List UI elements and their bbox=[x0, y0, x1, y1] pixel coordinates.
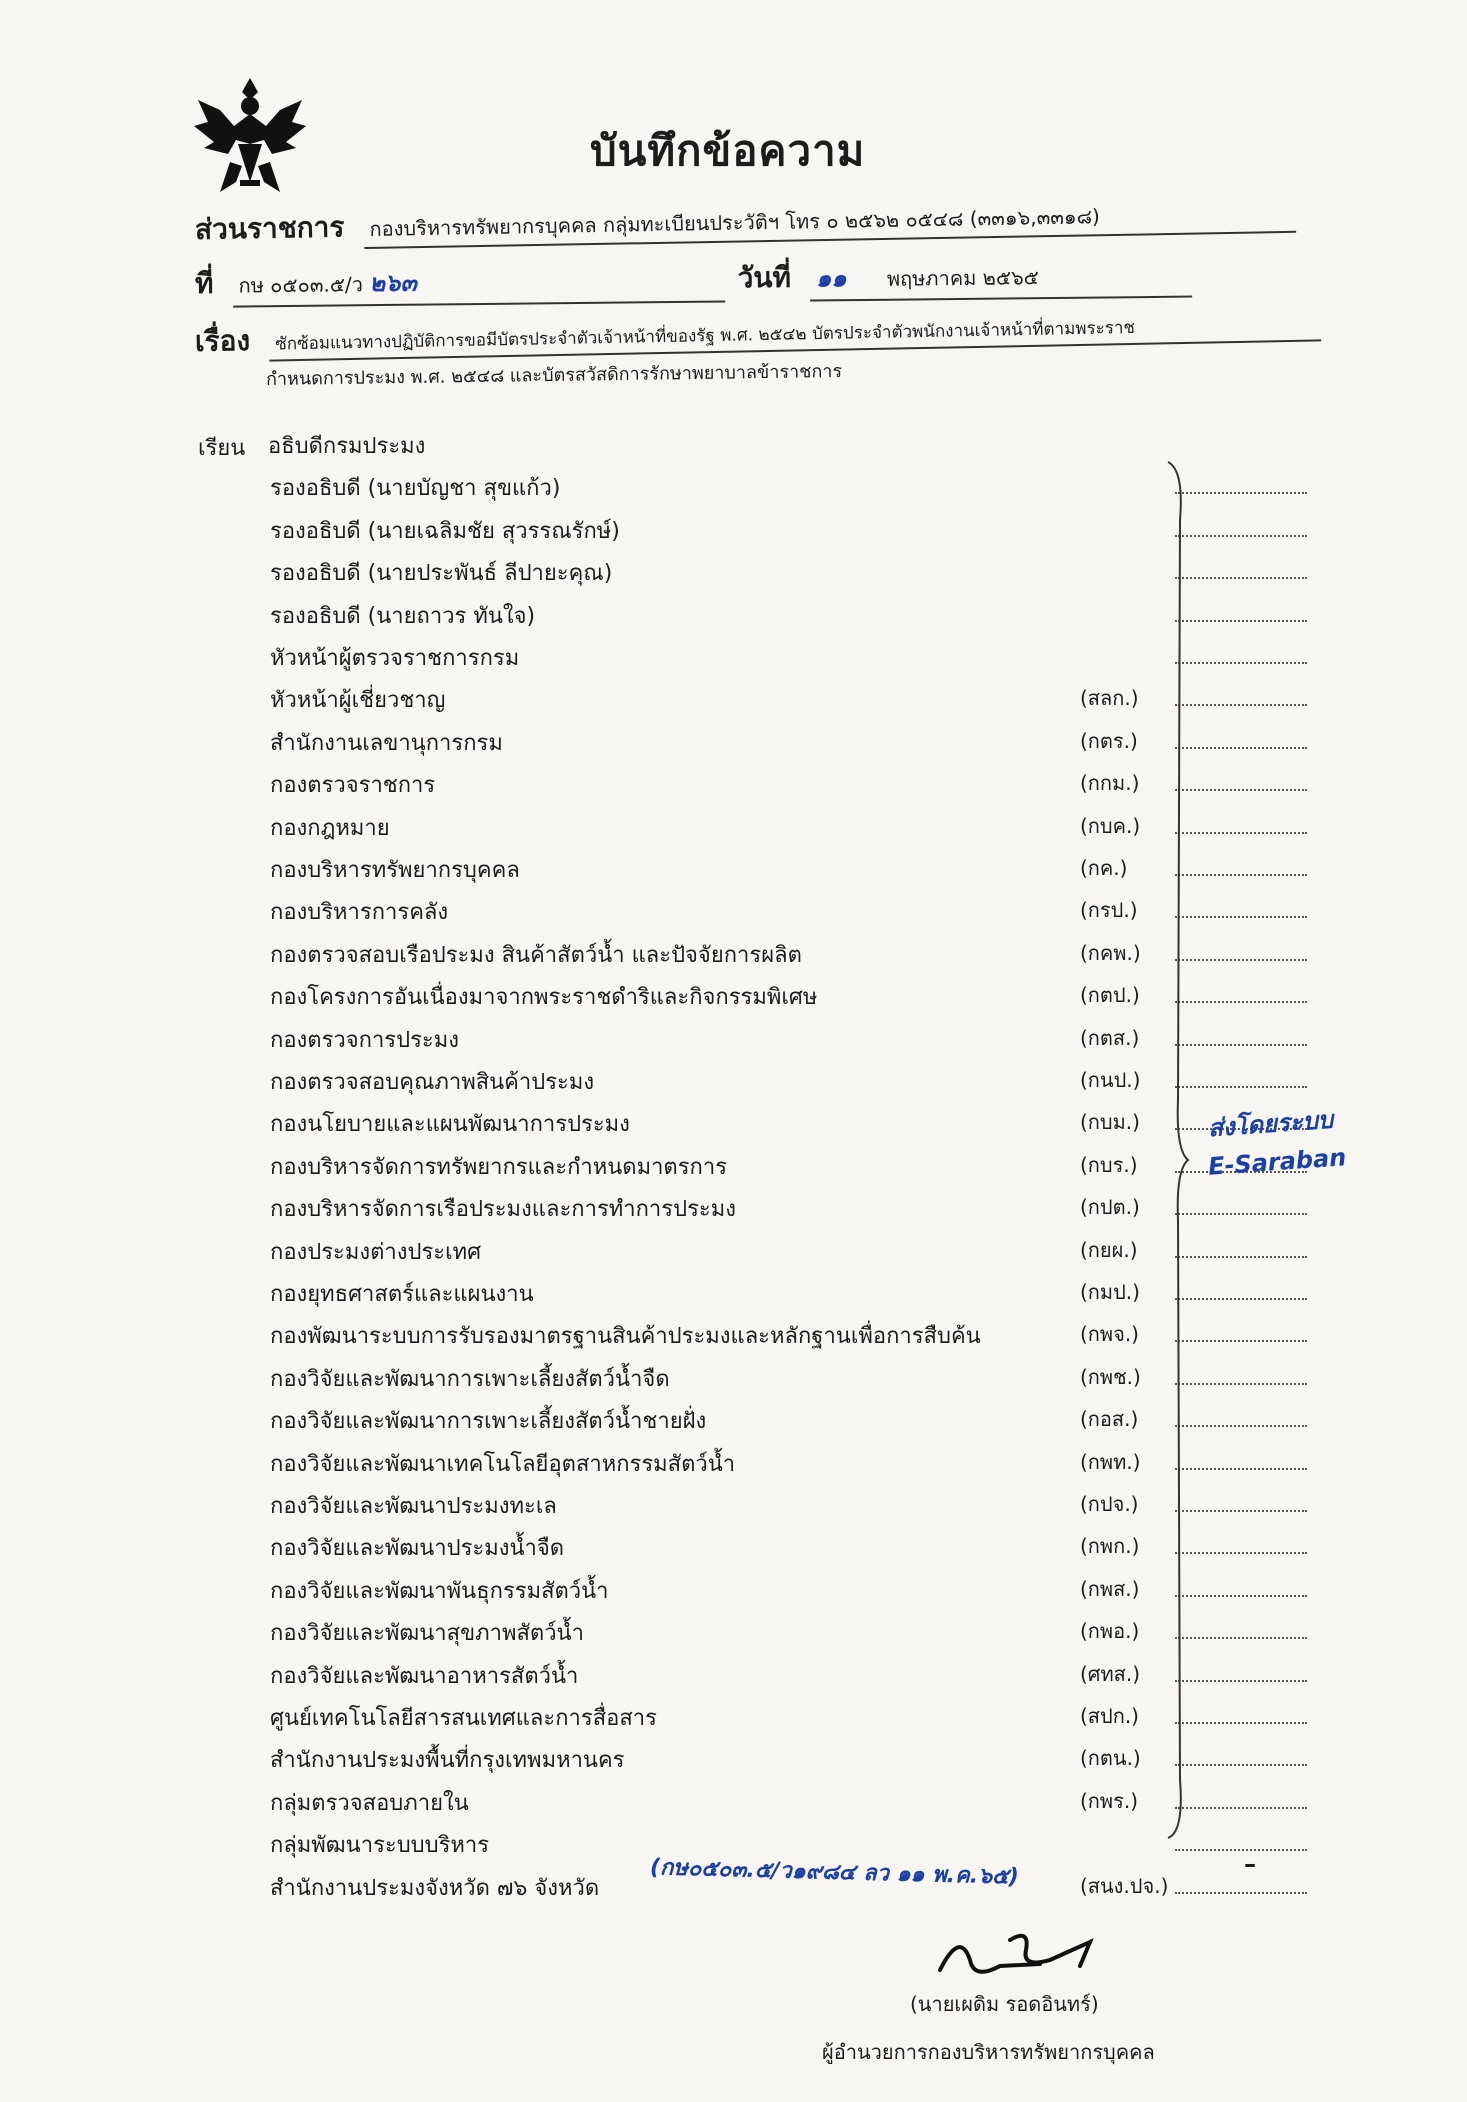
recipient-name: อธิบดีกรมประมง bbox=[268, 434, 426, 459]
recipient-row bbox=[270, 1658, 1320, 1692]
recipient-dotted-line bbox=[1175, 620, 1307, 622]
recipient-dotted-line bbox=[1175, 832, 1307, 834]
recipient-abbreviation: (สนง.ปจ.) bbox=[1080, 1873, 1169, 1898]
recipient-name: กองตรวจสอบเรือประมง สินค้าสัตว์น้ำ และปัจจัยการผลิต bbox=[270, 942, 802, 968]
recipient-dotted-line bbox=[1175, 1213, 1307, 1215]
recipient-abbreviation: (กตน.) bbox=[1080, 1746, 1141, 1771]
department-row bbox=[195, 189, 1296, 252]
to-label: เรียน bbox=[198, 436, 246, 461]
recipient-abbreviation: (กยผ.) bbox=[1080, 1237, 1138, 1262]
recipient-abbreviation: (กกม.) bbox=[1080, 771, 1140, 796]
recipient-dotted-line bbox=[1175, 1722, 1307, 1724]
recipient-abbreviation: (กพก.) bbox=[1080, 1534, 1140, 1559]
recipient-name: กองประมงต่างประเทศ bbox=[270, 1239, 482, 1265]
recipient-dotted-line bbox=[1175, 1892, 1307, 1894]
recipient-row bbox=[270, 1106, 1320, 1140]
recipient-dotted-line bbox=[1175, 747, 1307, 749]
recipient-name: กองตรวจการประมง bbox=[270, 1027, 459, 1053]
handwritten-reference: (กษ๐๕๐๓.๕/ว๑๙๘๔ ลว ๑๑ พ.ค.๖๕) bbox=[649, 1855, 1020, 1890]
recipient-dotted-line bbox=[1175, 1044, 1307, 1046]
recipient-name: กองพัฒนาระบบการรับรองมาตรฐานสินค้าประมงและหลักฐานเพื่อการสืบค้น bbox=[270, 1324, 981, 1350]
recipient-row bbox=[270, 725, 1320, 759]
recipient-abbreviation: (กนป.) bbox=[1080, 1068, 1141, 1092]
recipient-row bbox=[270, 1276, 1320, 1310]
recipient-row bbox=[270, 894, 1320, 928]
garuda-emblem-icon bbox=[190, 70, 310, 200]
department-label: ส่วนราชการ bbox=[194, 210, 345, 246]
recipient-name: กองตรวจราชการ bbox=[270, 773, 436, 799]
recipient-name: กองวิจัยและพัฒนาประมงน้ำจืด bbox=[270, 1536, 565, 1562]
subject-row bbox=[195, 298, 1322, 364]
recipient-dotted-line bbox=[1175, 1807, 1307, 1809]
recipient-abbreviation: (กคพ.) bbox=[1080, 940, 1141, 965]
ref-date-row bbox=[195, 252, 1193, 308]
recipient-row bbox=[270, 640, 1320, 674]
date-value: พฤษภาคม ๒๕๖๕ bbox=[886, 265, 1039, 291]
recipient-row bbox=[270, 1742, 1320, 1776]
recipient-name: กองบริหารจัดการเรือประมงและการทำการประมง bbox=[270, 1197, 736, 1223]
recipient-dotted-line bbox=[1175, 1637, 1307, 1639]
recipient-abbreviation: (กบม.) bbox=[1080, 1110, 1140, 1135]
recipient-row bbox=[270, 1700, 1320, 1734]
recipient-abbreviation: (กบค.) bbox=[1080, 813, 1141, 838]
document-title: บันทึกข้อความ bbox=[590, 126, 866, 175]
signatory-position: ผู้อำนวยการกองบริหารทรัพยากรบุคคล bbox=[822, 2040, 1155, 2064]
recipient-name: กองวิจัยและพัฒนาการเพาะเลี้ยงสัตว์น้ำจืด bbox=[270, 1366, 670, 1392]
recipient-row bbox=[268, 428, 1318, 462]
recipient-dotted-line bbox=[1175, 916, 1307, 918]
recipient-dotted-line bbox=[1175, 704, 1307, 706]
recipient-name: กลุ่มตรวจสอบภายใน bbox=[270, 1790, 469, 1816]
ref-label: ที่ bbox=[194, 266, 214, 300]
recipient-name: รองอธิบดี (นายถาวร ทันใจ) bbox=[270, 603, 536, 629]
recipient-name: กองนโยบายและแผนพัฒนาการประมง bbox=[270, 1112, 630, 1138]
recipient-row bbox=[270, 1149, 1320, 1183]
recipient-dotted-line bbox=[1175, 874, 1307, 876]
recipient-dotted-line bbox=[1175, 492, 1307, 494]
recipient-abbreviation: (กมป.) bbox=[1080, 1280, 1140, 1304]
recipient-row bbox=[270, 852, 1320, 886]
recipient-name: กองตรวจสอบคุณภาพสินค้าประมง bbox=[270, 1070, 595, 1095]
recipient-abbreviation: (กตส.) bbox=[1080, 1025, 1140, 1050]
recipient-row bbox=[270, 598, 1320, 632]
recipient-row bbox=[270, 1064, 1320, 1098]
recipient-dotted-line bbox=[1175, 1552, 1307, 1554]
recipient-row bbox=[270, 1530, 1320, 1564]
recipient-row bbox=[270, 470, 1320, 504]
recipient-row bbox=[270, 1403, 1320, 1437]
recipient-name: หัวหน้าผู้ตรวจราชการกรม bbox=[270, 646, 520, 671]
recipient-dotted-line bbox=[1175, 1595, 1307, 1597]
subject-line-2: กำหนดการประมง พ.ศ. ๒๕๔๘ และบัตรสวัสดิการรักษาพยาบาลข้าราชการ bbox=[265, 360, 843, 390]
recipient-dotted-line bbox=[1175, 1680, 1307, 1682]
recipient-abbreviation: (กค.) bbox=[1080, 856, 1128, 880]
recipient-abbreviation: (กรป.) bbox=[1080, 898, 1138, 923]
recipient-name: สำนักงานเลขานุการกรม bbox=[270, 730, 503, 756]
recipient-row bbox=[270, 810, 1320, 844]
recipient-name: กองวิจัยและพัฒนาประมงทะเล bbox=[270, 1494, 557, 1519]
recipient-name: รองอธิบดี (นายบัญชา สุขแก้ว) bbox=[270, 476, 561, 502]
recipient-row bbox=[270, 513, 1320, 547]
recipient-dotted-line bbox=[1175, 1425, 1307, 1427]
recipient-row bbox=[270, 1318, 1320, 1352]
recipient-dotted-line bbox=[1175, 1468, 1307, 1470]
scan-edge-mark bbox=[230, 0, 990, 14]
recipient-name: กองบริหารการคลัง bbox=[270, 900, 449, 926]
recipient-name: ศูนย์เทคโนโลยีสารสนเทศและการสื่อสาร bbox=[270, 1706, 657, 1731]
recipient-name: กองกฎหมาย bbox=[270, 815, 390, 841]
recipient-abbreviation: (กพส.) bbox=[1080, 1576, 1140, 1601]
recipient-row bbox=[270, 1488, 1320, 1522]
recipient-abbreviation: (กตร.) bbox=[1080, 728, 1138, 753]
recipient-dotted-line bbox=[1175, 1001, 1307, 1003]
recipient-name: กองบริหารทรัพยากรบุคคล bbox=[270, 858, 520, 883]
recipient-abbreviation: (กปจ.) bbox=[1080, 1492, 1139, 1516]
recipient-dotted-line bbox=[1175, 959, 1307, 961]
recipient-name: กองยุทธศาสตร์และแผนงาน bbox=[270, 1282, 534, 1307]
ref-value-field bbox=[232, 259, 724, 307]
subject-label: เรื่อง bbox=[194, 323, 251, 358]
recipient-abbreviation: (สปก.) bbox=[1080, 1704, 1139, 1728]
recipient-brace bbox=[1166, 460, 1190, 1840]
recipient-dotted-line bbox=[1175, 577, 1307, 579]
date-value-field bbox=[810, 255, 1192, 302]
recipient-name: กองวิจัยและพัฒนาการเพาะเลี้ยงสัตว์น้ำชายฝั่ง bbox=[270, 1409, 707, 1435]
date-label: วันที่ bbox=[737, 260, 792, 295]
recipient-name: กองวิจัยและพัฒนาอาหารสัตว์น้ำ bbox=[270, 1663, 579, 1689]
recipient-row bbox=[270, 937, 1320, 971]
recipient-abbreviation: (กพท.) bbox=[1080, 1449, 1141, 1474]
recipient-dotted-line bbox=[1175, 1086, 1307, 1088]
recipient-row bbox=[270, 1446, 1320, 1480]
recipient-abbreviation: (กพอ.) bbox=[1080, 1619, 1140, 1644]
recipient-name: กองวิจัยและพัฒนาสุขภาพสัตว์น้ำ bbox=[270, 1621, 584, 1647]
recipient-abbreviation: (กอส.) bbox=[1080, 1407, 1139, 1432]
recipient-abbreviation: (ศทส.) bbox=[1080, 1661, 1141, 1686]
department-value: กองบริหารทรัพยากรบุคคล กลุ่มทะเบียนประวัติฯ โทร ๐ ๒๕๖๒ ๐๕๔๘ (๓๓๑๖,๓๓๑๘) bbox=[363, 197, 1295, 249]
recipient-name: กองวิจัยและพัฒนาเทคโนโลยีอุตสาหกรรมสัตว์น้ำ bbox=[270, 1451, 736, 1477]
recipient-name: กองโครงการอันเนื่องมาจากพระราชดำริและกิจกรรมพิเศษ bbox=[270, 985, 818, 1011]
recipient-dotted-line bbox=[1175, 1256, 1307, 1258]
recipient-name: รองอธิบดี (นายประพันธ์ ลีปายะคุณ) bbox=[270, 561, 613, 587]
signatory-name: (นายเผดิม รอดอินทร์) bbox=[910, 1992, 1099, 2016]
recipient-name: สำนักงานประมงจังหวัด ๗๖ จังหวัด bbox=[270, 1875, 600, 1901]
ref-value: กษ ๐๕๐๓.๕/ว bbox=[238, 272, 364, 298]
subject-line-1: ซักซ้อมแนวทางปฏิบัติการขอมีบัตรประจำตัวเจ้าหน้าที่ของรัฐ พ.ศ. ๒๕๔๒ บัตรประจำตัวพนักงานเจ้าหน้าที่ตามพระราช bbox=[269, 310, 1321, 361]
dash-mark: – bbox=[1244, 1850, 1256, 1878]
handwritten-note-sent: ส่งโดยระบบ bbox=[1207, 1105, 1335, 1143]
recipient-row bbox=[270, 979, 1320, 1013]
recipient-name: สำนักงานประมงพื้นที่กรุงเทพมหานคร bbox=[270, 1748, 625, 1774]
recipient-abbreviation: (กตป.) bbox=[1080, 983, 1140, 1008]
recipient-abbreviation: (กพช.) bbox=[1080, 1364, 1141, 1389]
recipient-name: รองอธิบดี (นายเฉลิมชัย สุวรรณรักษ์) bbox=[270, 518, 620, 544]
date-day-handwritten: ๑๑ bbox=[815, 264, 847, 293]
recipient-dotted-line bbox=[1175, 535, 1307, 537]
recipient-row bbox=[270, 1615, 1320, 1649]
handwritten-note-esaraban: E-Saraban bbox=[1207, 1143, 1348, 1181]
recipient-row bbox=[270, 1573, 1320, 1607]
recipient-row bbox=[270, 1191, 1320, 1225]
recipient-row bbox=[270, 1785, 1320, 1819]
recipient-name: กองบริหารจัดการทรัพยากรและกำหนดมาตรการ bbox=[270, 1154, 728, 1180]
recipient-dotted-line bbox=[1175, 1849, 1307, 1851]
recipient-abbreviation: (กพจ.) bbox=[1080, 1322, 1139, 1347]
recipient-dotted-line bbox=[1175, 1764, 1307, 1766]
recipient-dotted-line bbox=[1175, 1383, 1307, 1385]
recipient-abbreviation: (สลก.) bbox=[1080, 686, 1139, 711]
recipient-dotted-line bbox=[1175, 1298, 1307, 1300]
recipient-row bbox=[270, 767, 1320, 801]
recipient-abbreviation: (กพร.) bbox=[1080, 1788, 1138, 1813]
recipient-abbreviation: (กปต.) bbox=[1080, 1195, 1140, 1220]
recipient-row bbox=[270, 1361, 1320, 1395]
recipient-name: กลุ่มพัฒนาระบบบริหาร bbox=[270, 1833, 490, 1859]
ref-number-handwritten: ๒๖๓ bbox=[369, 268, 417, 298]
recipient-abbreviation: (กบร.) bbox=[1080, 1152, 1138, 1177]
recipient-row bbox=[270, 555, 1320, 589]
recipient-name: กองวิจัยและพัฒนาพันธุกรรมสัตว์น้ำ bbox=[270, 1578, 609, 1604]
recipient-dotted-line bbox=[1175, 1340, 1307, 1342]
recipient-dotted-line bbox=[1175, 789, 1307, 791]
recipient-row bbox=[270, 682, 1320, 716]
recipient-row bbox=[270, 1022, 1320, 1056]
recipient-name: หัวหน้าผู้เชี่ยวชาญ bbox=[270, 688, 446, 714]
recipient-row bbox=[270, 1234, 1320, 1268]
signature-mark bbox=[930, 1920, 1110, 1990]
recipient-dotted-line bbox=[1175, 662, 1307, 664]
recipient-dotted-line bbox=[1175, 1510, 1307, 1512]
